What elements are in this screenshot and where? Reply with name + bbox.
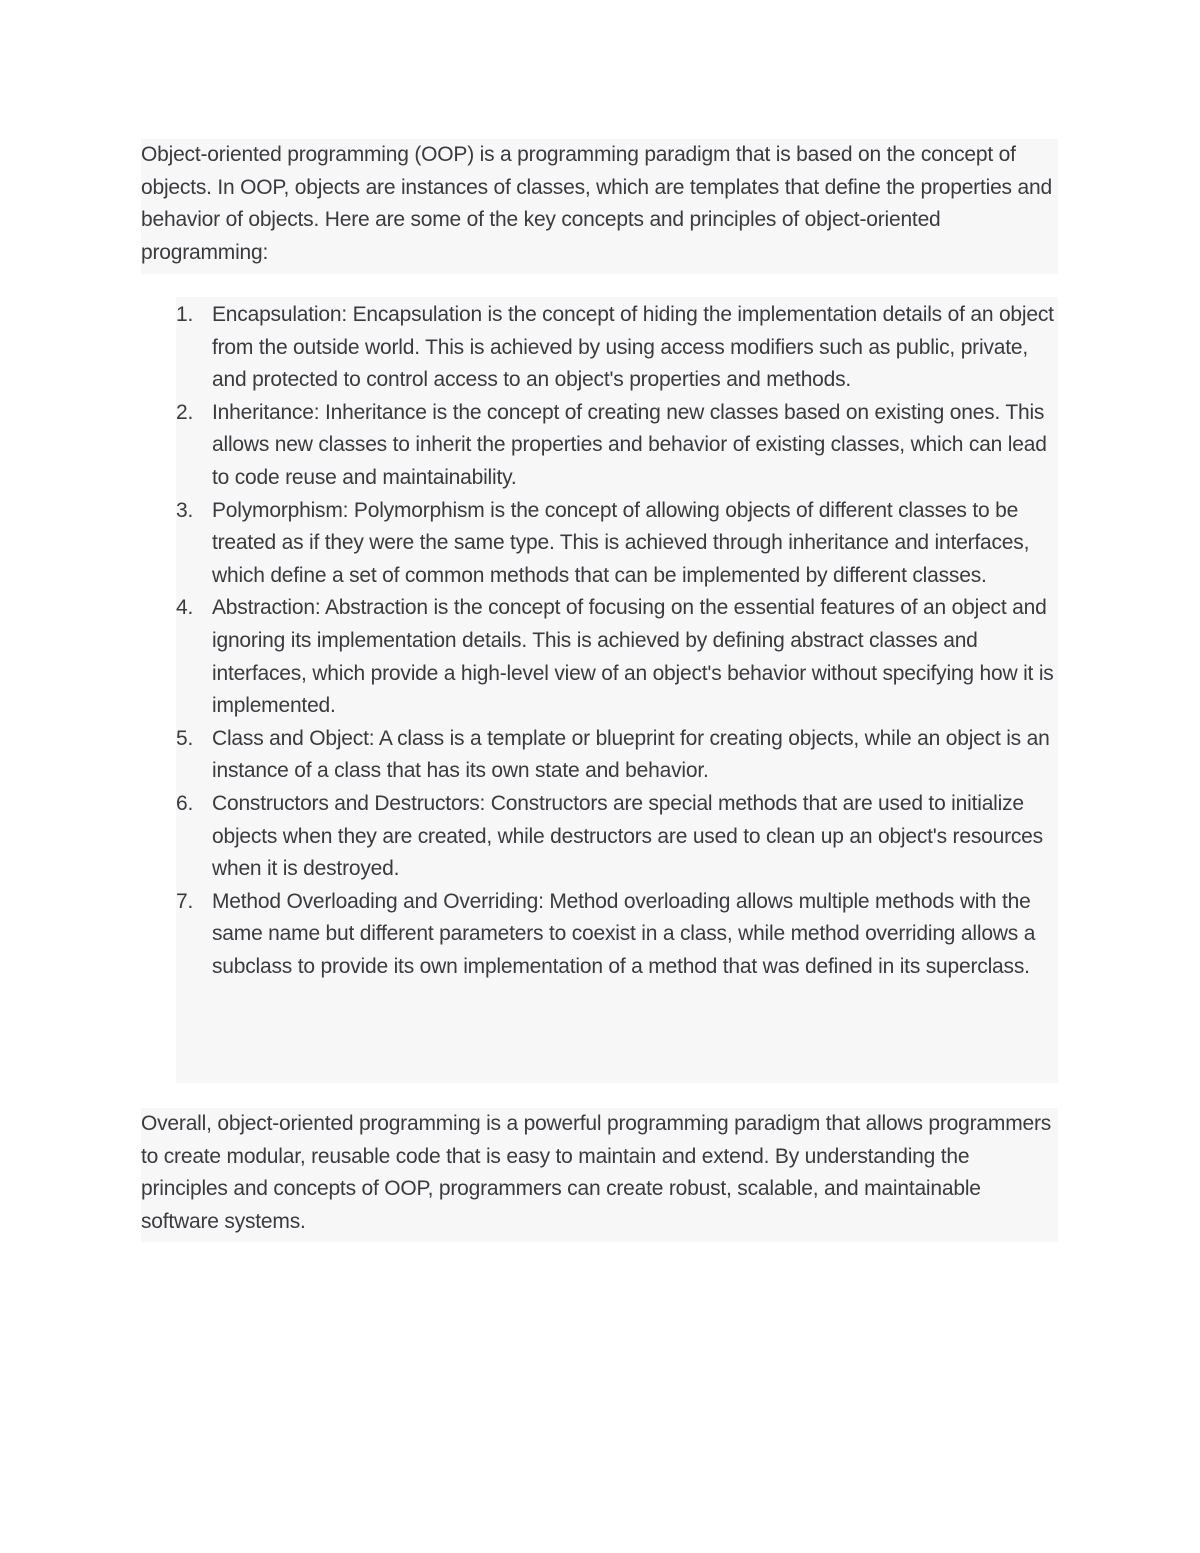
list-item [176, 299, 1058, 397]
list-item [176, 886, 1058, 984]
list-item-number: 7. [176, 889, 194, 913]
list-item-number: 5. [176, 726, 194, 750]
list-item-number: 4. [176, 596, 194, 620]
list-item-text: Inheritance: Inheritance is the concept of creating new classes based on existing ones. This allows new classes to inherit the properties and behavior of existing classes, which can lead to code reuse and maintainability. [212, 400, 1047, 489]
list-item-number: 2. [176, 400, 194, 424]
conclusion-block [141, 1108, 1058, 1242]
list-item-number: 6. [176, 791, 194, 815]
intro-block [141, 139, 1058, 274]
list-item-text: Constructors and Destructors: Constructors are special methods that are used to initialize objects when they are created, while destructors are used to clean up an object's resources when it is destroyed. [212, 791, 1043, 881]
list-item [176, 592, 1058, 722]
list-item-number: 3. [176, 498, 194, 522]
list-item [176, 397, 1058, 495]
list-item-text: Encapsulation: Encapsulation is the concept of hiding the implementation details of an object from the outside world. This is achieved by using access modifiers such as public, private, and protected to control access to an object's properties and methods. [212, 303, 1054, 392]
list-item [176, 723, 1058, 788]
list-item-text: Abstraction: Abstraction is the concept of focusing on the essential features of an object and ignoring its implementation details. This is achieved by defining abstract classes and interfaces, which provide a high-level view of an object's behavior without specifying how it is implemented. [212, 596, 1054, 718]
intro-paragraph: Object-oriented programming (OOP) is a programming paradigm that is based on the concept of objects. In OOP, objects are instances of classes, which are templates that define the properties and behavior of objects. Here are some of the key concepts and principles of object-oriented programming: [141, 143, 1052, 264]
list-item [176, 495, 1058, 593]
list-item-text: Method Overloading and Overriding: Method overloading allows multiple methods with the same name but different parameters to coexist in a class, while method overriding allows a subclass to provide its own implementation of a method that was defined in its superclass. [212, 889, 1036, 978]
list-item-text: Class and Object: A class is a template or blueprint for creating objects, while an object is an instance of a class that has its own state and behavior. [212, 726, 1050, 783]
list-item-number: 1. [176, 303, 194, 326]
list-item [176, 788, 1058, 886]
list-item-text: Polymorphism: Polymorphism is the concept of allowing objects of different classes to be treated as if they were the same type. This is achieved through inheritance and interfaces, which define a set of common methods that can be implemented by different classes. [212, 498, 1030, 587]
conclusion-paragraph: Overall, object-oriented programming is a powerful programming paradigm that allows programmers to create modular, reusable code that is easy to maintain and extend. By understanding the principles and concepts of OOP, programmers can create robust, scalable, and maintainable software systems. [141, 1112, 1052, 1233]
concepts-list [176, 299, 1058, 983]
concepts-list-block [176, 297, 1058, 1083]
